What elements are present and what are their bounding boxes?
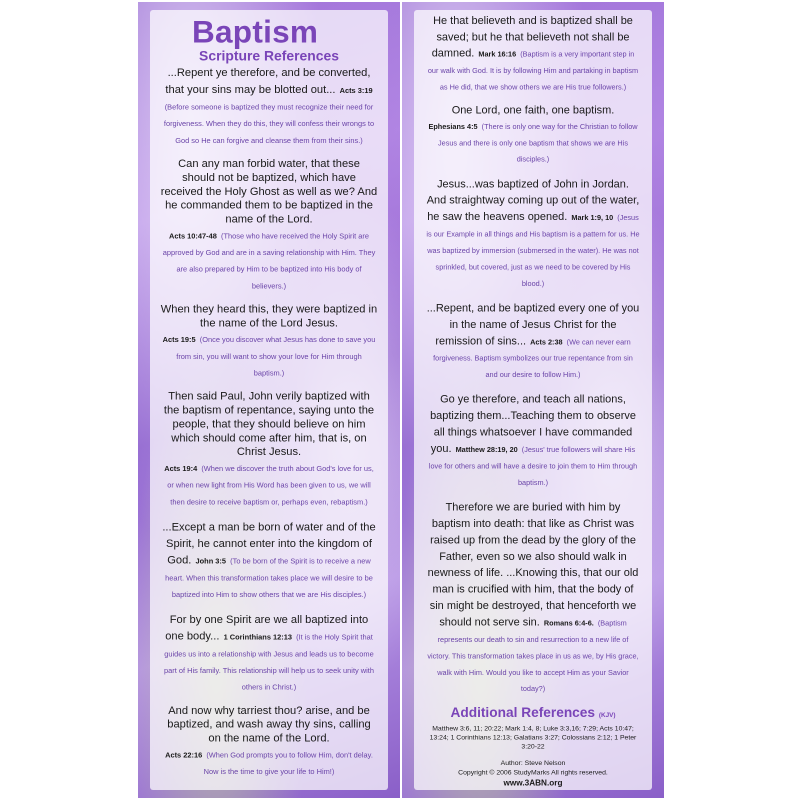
scripture-block — [161, 302, 378, 380]
footer — [426, 759, 640, 788]
verse-text: For by one Spirit are we all baptized into one body... — [165, 612, 369, 643]
verse-text: Go ye therefore, and teach all nations, baptizing them...Teaching them to observe all things whatsoever I have commanded you. — [430, 392, 636, 455]
verse-reference: Romans 6:4-6. — [543, 619, 594, 628]
verse-note: (When God prompts you to follow Him, don't delay. Now is the time to give your life to Him!) — [203, 750, 373, 776]
verse-reference: Mark 16:16 — [478, 50, 517, 59]
verse-note: (When we discover the truth about God's love for us, or when new light from His Word has been given to us, we will then desire to receive baptism or, perhaps even, rebaptism.) — [167, 464, 374, 507]
verse-text: One Lord, one faith, one baptism. — [451, 103, 615, 117]
additional-references-title: Additional References — [450, 704, 596, 721]
verse-text: ...Repent, and be baptized every one of you in the name of Jesus Christ for the remission of sins... — [426, 301, 640, 348]
verse-text: And now why tarriest thou? arise, and be baptized, and wash away thy sins, calling on the name of the Lord. — [167, 703, 371, 745]
scripture-block — [161, 704, 378, 779]
verse-note: (It is the Holy Spirit that guides us into a relationship with Jesus and leads us to become part of His family. This relationship will help us to seek unity with others in Christ.) — [164, 633, 374, 692]
verse-text: ...Repent ye therefore, and be converted, that your sins may be blotted out... — [165, 65, 371, 96]
verse-reference: Acts 19:5 — [162, 335, 196, 344]
verse-reference: John 3:5 — [195, 557, 227, 566]
verse-text: Can any man forbid water, that these should not be baptized, which have received the Holy Ghost as well as we? And he commanded them to be baptized in the name of the Lord. — [160, 156, 378, 226]
verse-note: (To be born of the Spirit is to receive a new heart. When this transformation takes place we will desire to be baptized into Him to show others that we are His disciples.) — [165, 557, 373, 599]
verse-reference: Acts 22:16 — [165, 750, 203, 760]
scripture-block — [161, 611, 378, 694]
bookmark-right-content — [426, 12, 640, 788]
author-credit: Author: Steve Nelson — [500, 758, 566, 768]
scripture-block — [161, 389, 378, 509]
scripture-block — [426, 391, 640, 490]
scripture-block — [161, 64, 378, 147]
scripture-block — [426, 103, 640, 166]
verse-reference: Ephesians 4:5 — [428, 122, 478, 131]
verse-text: Then said Paul, John verily baptized with the baptism of repentance, saying unto the people, that they should believe on him which should come after him, that is, on Christ Jesus. — [163, 389, 375, 459]
scripture-block — [426, 12, 640, 94]
scripture-block — [161, 157, 378, 293]
verse-note: (Baptism is a very important step in our walk with God. It is by following Him and partaking in baptism as He did, that we show others we are His true followers.) — [427, 50, 639, 92]
verse-note: (Baptism represents our death to sin and resurrection to a new life of victory. This transformation takes place in us as we, by His grace, walk with Him. Would you like to accept Him as your Savior today?) — [427, 619, 639, 694]
verse-note: (Jesus' true followers will share His love for others and will have a desire to join them to Him through baptism.) — [428, 445, 638, 487]
verse-note: (Those who have received the Holy Spirit are approved by God and are in a saving relationship with Him. They are also prepared by Him to be baptized into His body of believers.) — [162, 231, 376, 291]
kjv-label: (KJV) — [598, 712, 616, 719]
verse-note: (Before someone is baptized they must recognize their need for forgiveness. When they do this, they will confess their wrongs to God so He can forgive and cleanse them from their sins.) — [163, 102, 375, 145]
verse-reference: Acts 2:38 — [530, 337, 563, 347]
verse-text: ...Except a man be born of water and of the Spirit, he cannot enter into the kingdom of God. — [162, 520, 376, 567]
page-subtitle: Scripture References — [199, 48, 339, 65]
scripture-block — [426, 499, 640, 696]
verse-note: (Once you discover what Jesus has done to save you from sin, you will want to show your love for Him through baptism.) — [176, 335, 376, 378]
verse-note: (We can never earn forgiveness. Baptism symbolizes our true repentance from sin and our desire to follow Him.) — [433, 337, 633, 380]
verse-reference: Matthew 28:19, 20 — [455, 445, 518, 454]
verse-reference: Acts 3:19 — [339, 86, 373, 95]
verse-note: (There is only one way for the Christian to follow Jesus and there is only one baptism that shows we are His disciples.) — [437, 122, 638, 164]
verse-text: Therefore we are buried with him by baptism into death: that like as Christ was raised up from the dead by the glory of the Father, even so we also should walk in newness of life. ...Knowing this, that our old man is crucified with him, that the body of sin might be destroyed, that henceforth we should not serve sin. — [427, 500, 639, 629]
website-url: www.3ABN.org — [503, 777, 563, 788]
copyright-notice: Copyright © 2006 StudyMarks All rights reserved. — [458, 767, 608, 777]
bookmark-right — [402, 2, 664, 798]
bookmark-left-content — [161, 14, 378, 788]
scripture-block — [161, 518, 378, 601]
additional-references-list: Matthew 3:6, 11; 20:22; Mark 1:4, 8; Luke 3:3,16; 7:29; Acts 10:47; 13:24; 1 Corinthians 12:13; Galatians 3:27; Colossians 2:12; 1 Peter 3:20-22 — [429, 724, 637, 751]
verse-note: (Jesus is our Example in all things and His baptism is a pattern for us. He was baptized by immersion (submersed in the water). He was not sprinkled, but covered, just as we need to be covered by His blood.) — [426, 213, 640, 288]
verse-text: Jesus...was baptized of John in Jordan. And straightway coming up out of the water, he saw the heavens opened. — [426, 177, 640, 223]
verse-reference: Mark 1:9, 10 — [571, 213, 614, 222]
scripture-block — [426, 175, 640, 290]
page-title: Baptism — [191, 14, 319, 51]
bookmark-left — [138, 2, 400, 798]
verse-text: He that believeth and is baptized shall be saved; but he that believeth not shall be damned. — [431, 13, 633, 60]
verse-reference: Acts 10:47-48 — [169, 231, 217, 241]
verse-reference: Acts 19:4 — [164, 464, 198, 473]
verse-text: When they heard this, they were baptized in the name of the Lord Jesus. — [160, 302, 378, 330]
additional-references-heading — [426, 705, 640, 724]
scripture-block — [426, 300, 640, 382]
verse-reference: 1 Corinthians 12:13 — [223, 633, 292, 642]
